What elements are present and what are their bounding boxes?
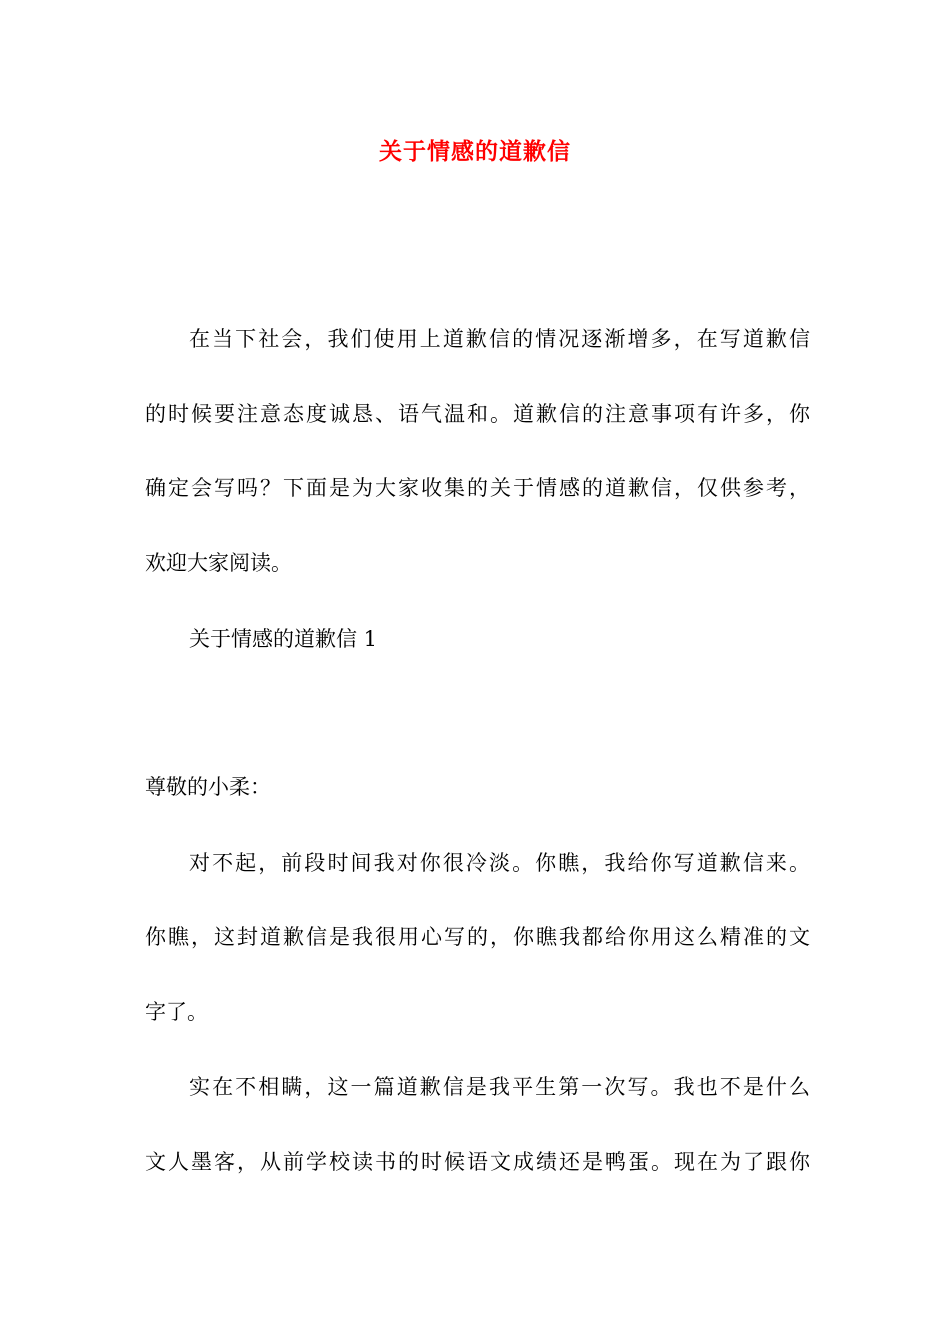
intro-line: 的时候要注意态度诚恳、语气温和。道歉信的注意事项有许多，你 [145, 402, 810, 426]
salutation: 尊敬的小柔： [145, 775, 271, 799]
intro-line: 在当下社会，我们使用上道歉信的情况逐渐增多，在写道歉信 [189, 327, 810, 351]
paragraph-line: 实在不相瞒，这一篇道歉信是我平生第一次写。我也不是什么 [189, 1075, 810, 1099]
document-title: 关于情感的道歉信 [379, 138, 571, 165]
paragraph-line: 文人墨客，从前学校读书的时候语文成绩还是鸭蛋。现在为了跟你 [145, 1150, 810, 1174]
paragraph-line: 字了。 [145, 1000, 208, 1024]
intro-line: 欢迎大家阅读。 [145, 551, 292, 575]
paragraph-line: 你瞧，这封道歉信是我很用心写的，你瞧我都给你用这么精准的文 [145, 925, 810, 949]
paragraph-line: 对不起，前段时间我对你很冷淡。你瞧，我给你写道歉信来。 [189, 851, 810, 875]
section-heading: 关于情感的道歉信 1 [189, 627, 378, 651]
intro-line: 确定会写吗？下面是为大家收集的关于情感的道歉信，仅供参考， [145, 476, 810, 500]
